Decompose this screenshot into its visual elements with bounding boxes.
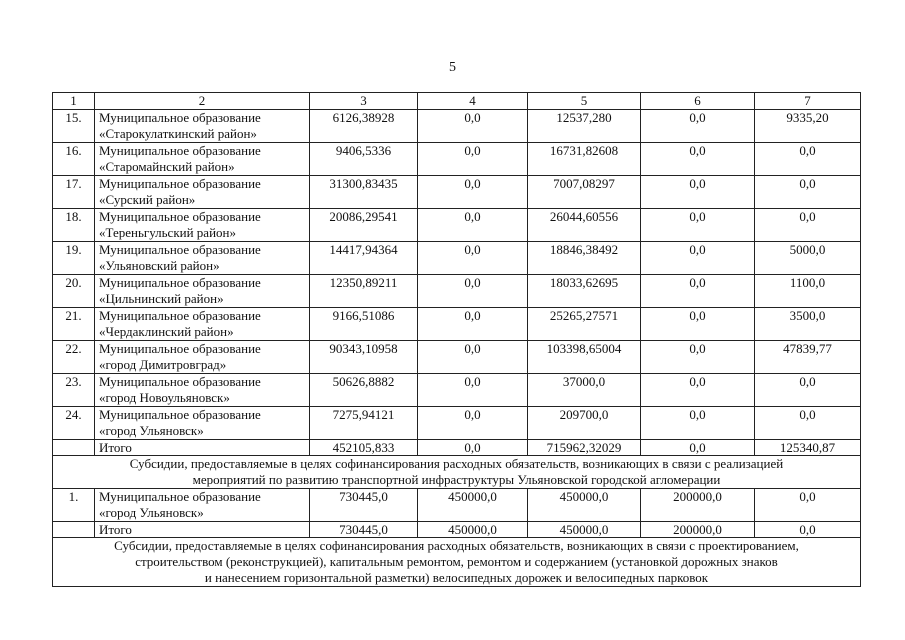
municipality-name: Муниципальное образование «Старомайнский район» — [95, 143, 310, 176]
value-cell: 103398,65004 — [528, 341, 641, 374]
value-cell: 31300,83435 — [310, 176, 418, 209]
section-heading-row — [53, 456, 861, 489]
value-cell: 0,0 — [641, 110, 755, 143]
value-cell: 47839,77 — [755, 341, 861, 374]
header-cell: 5 — [528, 93, 641, 110]
value-cell: 0,0 — [418, 374, 528, 407]
table-row — [53, 374, 861, 407]
total-label: Итого — [95, 522, 310, 538]
value-cell: 450000,0 — [528, 489, 641, 522]
total-row — [53, 522, 861, 538]
value-cell: 0,0 — [755, 176, 861, 209]
value-cell: 209700,0 — [528, 407, 641, 440]
value-cell: 37000,0 — [528, 374, 641, 407]
value-cell: 0,0 — [418, 275, 528, 308]
value-cell: 9166,51086 — [310, 308, 418, 341]
header-cell: 2 — [95, 93, 310, 110]
value-cell: 5000,0 — [755, 242, 861, 275]
municipality-name: Муниципальное образование «Цильнинский район» — [95, 275, 310, 308]
table-row — [53, 110, 861, 143]
total-row — [53, 440, 861, 456]
row-number: 16. — [53, 143, 95, 176]
table-row — [53, 143, 861, 176]
total-value: 0,0 — [641, 440, 755, 456]
municipality-name: Муниципальное образование «город Новоульяновск» — [95, 374, 310, 407]
page-number: 5 — [449, 60, 456, 75]
municipality-name: Муниципальное образование «Тереньгульский район» — [95, 209, 310, 242]
value-cell: 20086,29541 — [310, 209, 418, 242]
table-row — [53, 341, 861, 374]
section-heading: Субсидии, предоставляемые в целях софинансирования расходных обязательств, возникающих в связи с проектированием, строительством (реконструкцией), капитальным ремонтом, ремонтом и содержанием (установкой дорожных знаков и нанесением горизонтальной разметки) велосипедных дорожек и велосипедных парковок — [53, 538, 861, 587]
value-cell: 9335,20 — [755, 110, 861, 143]
header-cell: 7 — [755, 93, 861, 110]
total-label: Итого — [95, 440, 310, 456]
table-row — [53, 275, 861, 308]
value-cell: 0,0 — [418, 242, 528, 275]
value-cell: 0,0 — [755, 407, 861, 440]
header-cell: 4 — [418, 93, 528, 110]
header-cell: 3 — [310, 93, 418, 110]
value-cell: 0,0 — [418, 176, 528, 209]
total-value: 0,0 — [418, 440, 528, 456]
value-cell: 0,0 — [418, 143, 528, 176]
table-header-row — [53, 93, 861, 110]
total-value: 730445,0 — [310, 522, 418, 538]
value-cell: 0,0 — [418, 308, 528, 341]
value-cell: 0,0 — [755, 209, 861, 242]
table-row — [53, 489, 861, 522]
value-cell: 0,0 — [641, 242, 755, 275]
value-cell: 0,0 — [641, 176, 755, 209]
table-row — [53, 308, 861, 341]
value-cell: 9406,5336 — [310, 143, 418, 176]
value-cell: 0,0 — [755, 143, 861, 176]
total-value: 125340,87 — [755, 440, 861, 456]
value-cell: 7007,08297 — [528, 176, 641, 209]
row-number: 22. — [53, 341, 95, 374]
value-cell: 26044,60556 — [528, 209, 641, 242]
municipality-name: Муниципальное образование «Ульяновский район» — [95, 242, 310, 275]
table-row — [53, 209, 861, 242]
row-number: 18. — [53, 209, 95, 242]
municipality-name: Муниципальное образование «город Димитровград» — [95, 341, 310, 374]
total-value: 0,0 — [755, 522, 861, 538]
row-number: 20. — [53, 275, 95, 308]
municipality-name: Муниципальное образование «Чердаклинский район» — [95, 308, 310, 341]
municipality-name: Муниципальное образование «Старокулаткинский район» — [95, 110, 310, 143]
total-value: 715962,32029 — [528, 440, 641, 456]
value-cell: 7275,94121 — [310, 407, 418, 440]
value-cell: 16731,82608 — [528, 143, 641, 176]
value-cell: 0,0 — [641, 143, 755, 176]
empty-cell — [53, 440, 95, 456]
municipality-name: Муниципальное образование «город Ульяновск» — [95, 489, 310, 522]
value-cell: 0,0 — [755, 374, 861, 407]
value-cell: 0,0 — [418, 209, 528, 242]
row-number: 24. — [53, 407, 95, 440]
municipality-name: Муниципальное образование «Сурский район» — [95, 176, 310, 209]
value-cell: 0,0 — [755, 489, 861, 522]
value-cell: 3500,0 — [755, 308, 861, 341]
header-cell: 6 — [641, 93, 755, 110]
table-row — [53, 242, 861, 275]
value-cell: 730445,0 — [310, 489, 418, 522]
header-cell: 1 — [53, 93, 95, 110]
row-number: 17. — [53, 176, 95, 209]
value-cell: 90343,10958 — [310, 341, 418, 374]
value-cell: 0,0 — [641, 341, 755, 374]
value-cell: 1100,0 — [755, 275, 861, 308]
value-cell: 0,0 — [641, 407, 755, 440]
municipality-name: Муниципальное образование «город Ульяновск» — [95, 407, 310, 440]
value-cell: 450000,0 — [418, 489, 528, 522]
value-cell: 18033,62695 — [528, 275, 641, 308]
value-cell: 14417,94364 — [310, 242, 418, 275]
value-cell: 0,0 — [641, 275, 755, 308]
value-cell: 12350,89211 — [310, 275, 418, 308]
value-cell: 50626,8882 — [310, 374, 418, 407]
subsidy-table — [52, 92, 861, 587]
value-cell: 18846,38492 — [528, 242, 641, 275]
value-cell: 0,0 — [641, 209, 755, 242]
section-heading: Субсидии, предоставляемые в целях софинансирования расходных обязательств, возникающих в связи с реализацией мероприятий по развитию транспортной инфраструктуры Ульяновской городской агломерации — [53, 456, 861, 489]
row-number: 15. — [53, 110, 95, 143]
value-cell: 0,0 — [418, 341, 528, 374]
total-value: 452105,833 — [310, 440, 418, 456]
value-cell: 0,0 — [418, 110, 528, 143]
value-cell: 6126,38928 — [310, 110, 418, 143]
table-row — [53, 176, 861, 209]
value-cell: 0,0 — [418, 407, 528, 440]
total-value: 450000,0 — [528, 522, 641, 538]
empty-cell — [53, 522, 95, 538]
row-number: 1. — [53, 489, 95, 522]
value-cell: 0,0 — [641, 308, 755, 341]
row-number: 19. — [53, 242, 95, 275]
row-number: 23. — [53, 374, 95, 407]
section-heading-row — [53, 538, 861, 587]
total-value: 450000,0 — [418, 522, 528, 538]
value-cell: 200000,0 — [641, 489, 755, 522]
table-row — [53, 407, 861, 440]
row-number: 21. — [53, 308, 95, 341]
value-cell: 0,0 — [641, 374, 755, 407]
total-value: 200000,0 — [641, 522, 755, 538]
value-cell: 12537,280 — [528, 110, 641, 143]
value-cell: 25265,27571 — [528, 308, 641, 341]
